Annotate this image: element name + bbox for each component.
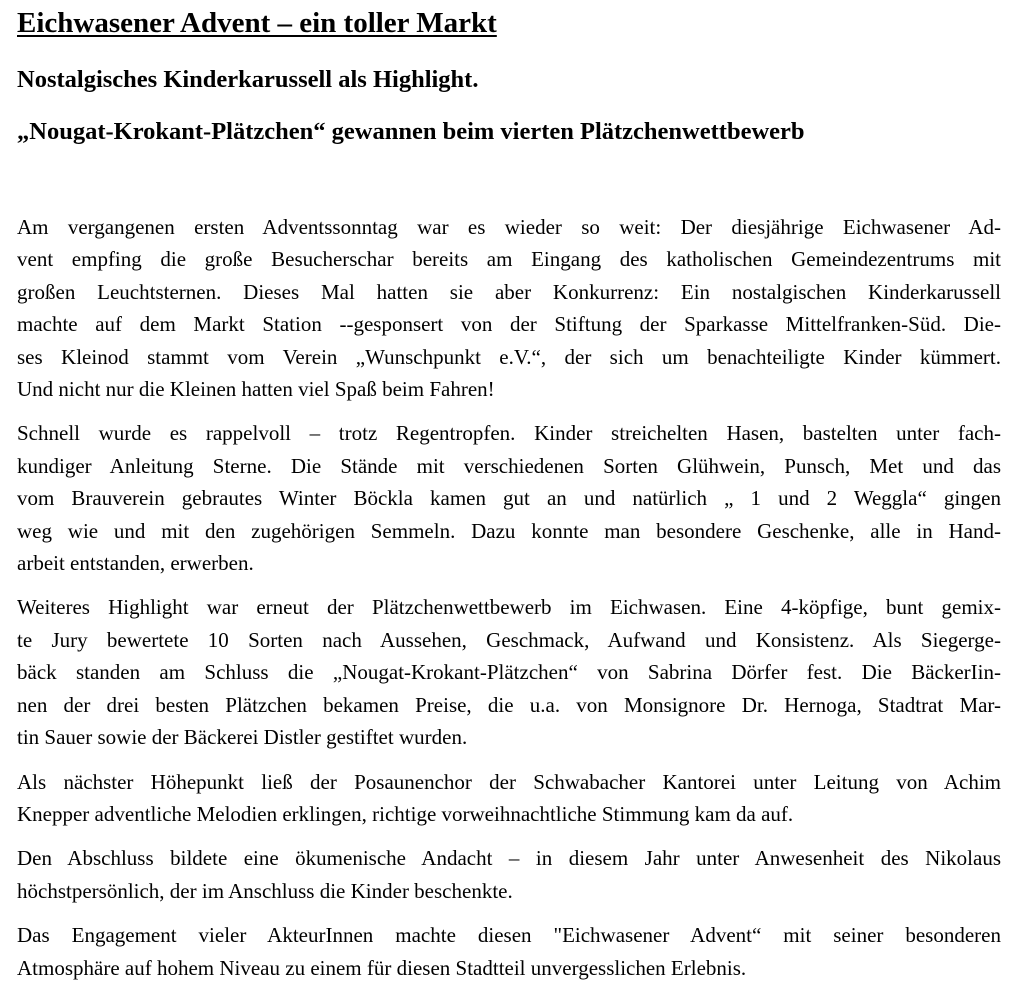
paragraph-2 bbox=[17, 417, 1001, 579]
paragraph-line: kundiger Anleitung Sterne. Die Stände mit verschiedenen Sorten Glühwein, Punsch, Met und das bbox=[17, 453, 1001, 478]
paragraph-5 bbox=[17, 842, 1001, 907]
paragraph-1 bbox=[17, 211, 1001, 405]
paragraph-line: Atmosphäre auf hohem Niveau zu einem für diesen Stadtteil unvergesslichen Erlebnis. bbox=[17, 955, 747, 980]
paragraph-line: Das Engagement vieler AkteurInnen machte diesen "Eichwasener Advent“ mit seiner besonderen bbox=[17, 923, 1001, 948]
paragraph-line: Knepper adventliche Melodien erklingen, richtige vorweihnachtliche Stimmung kam da auf. bbox=[17, 801, 794, 826]
paragraph-line: Am vergangenen ersten Adventssonntag war es wieder so weit: Der diesjährige Eichwasener Ad- bbox=[17, 215, 1001, 239]
paragraph-line: te Jury bewertete 10 Sorten nach Aussehen, Geschmack, Aufwand und Konsistenz. Als Siegerge- bbox=[17, 627, 1001, 652]
paragraph-line: Den Abschluss bildete eine ökumenische Andacht – in diesem Jahr unter Anwesenheit des Nikolaus bbox=[17, 846, 1001, 871]
paragraph-3 bbox=[17, 591, 1001, 753]
paragraph-line: nen der drei besten Plätzchen bekamen Preise, die u.a. von Monsignore Dr. Hernoga, Stadtrat Mar- bbox=[17, 692, 1001, 717]
paragraph-line: machte auf dem Markt Station --gesponsert von der Stiftung der Sparkasse Mittelfranken-Süd. Die- bbox=[17, 312, 1001, 337]
paragraph-line: Weiteres Highlight war erneut der Plätzchenwettbewerb im Eichwasen. Eine 4-köpfige, bunt gemix- bbox=[17, 595, 1001, 620]
paragraph-line: tin Sauer sowie der Bäckerei Distler gestiftet wurden. bbox=[17, 725, 468, 750]
paragraph-4 bbox=[17, 766, 1001, 831]
article-body bbox=[17, 211, 1001, 996]
paragraph-line: höchstpersönlich, der im Anschluss die Kinder beschenkte. bbox=[17, 878, 513, 903]
paragraph-line: vom Brauverein gebrautes Winter Böckla kamen gut an und natürlich „ 1 und 2 Weggla“ gingen bbox=[17, 486, 1001, 511]
paragraph-line: bäck standen am Schluss die „Nougat-Krokant-Plätzchen“ von Sabrina Dörfer fest. Die BäckerIin- bbox=[17, 660, 1001, 685]
paragraph-line: vent empfing die große Besucherschar bereits am Eingang des katholischen Gemeindezentrums mit bbox=[17, 247, 1001, 272]
paragraph-line: Als nächster Höhepunkt ließ der Posaunenchor der Schwabacher Kantorei unter Leitung von Achim bbox=[17, 769, 1001, 794]
paragraph-line: arbeit entstanden, erwerben. bbox=[17, 551, 254, 576]
paragraph-line: Und nicht nur die Kleinen hatten viel Spaß beim Fahren! bbox=[17, 377, 495, 402]
paragraph-line: weg wie und mit den zugehörigen Semmeln. Dazu konnte man besondere Geschenke, alle in Hand- bbox=[17, 518, 1001, 543]
article-subtitle-wettbewerb: „Nougat-Krokant-Plätzchen“ gewannen beim vierten Plätzchenwettbewerb bbox=[17, 118, 805, 145]
paragraph-line: ses Kleinod stammt vom Verein „Wunschpunkt e.V.“, der sich um benachteiligte Kinder kümmert. bbox=[17, 344, 1001, 369]
article-title: Eichwasener Advent – ein toller Markt bbox=[17, 7, 497, 39]
article-subtitle-karussell: Nostalgisches Kinderkarussell als Highlight. bbox=[17, 66, 479, 93]
paragraph-line: großen Leuchtsternen. Dieses Mal hatten sie aber Konkurrenz: Ein nostalgischen Kinderkarussell bbox=[17, 279, 1001, 304]
paragraph-line: Schnell wurde es rappelvoll – trotz Regentropfen. Kinder streichelten Hasen, bastelten unter fach- bbox=[17, 421, 1001, 446]
paragraph-6 bbox=[17, 919, 1001, 984]
